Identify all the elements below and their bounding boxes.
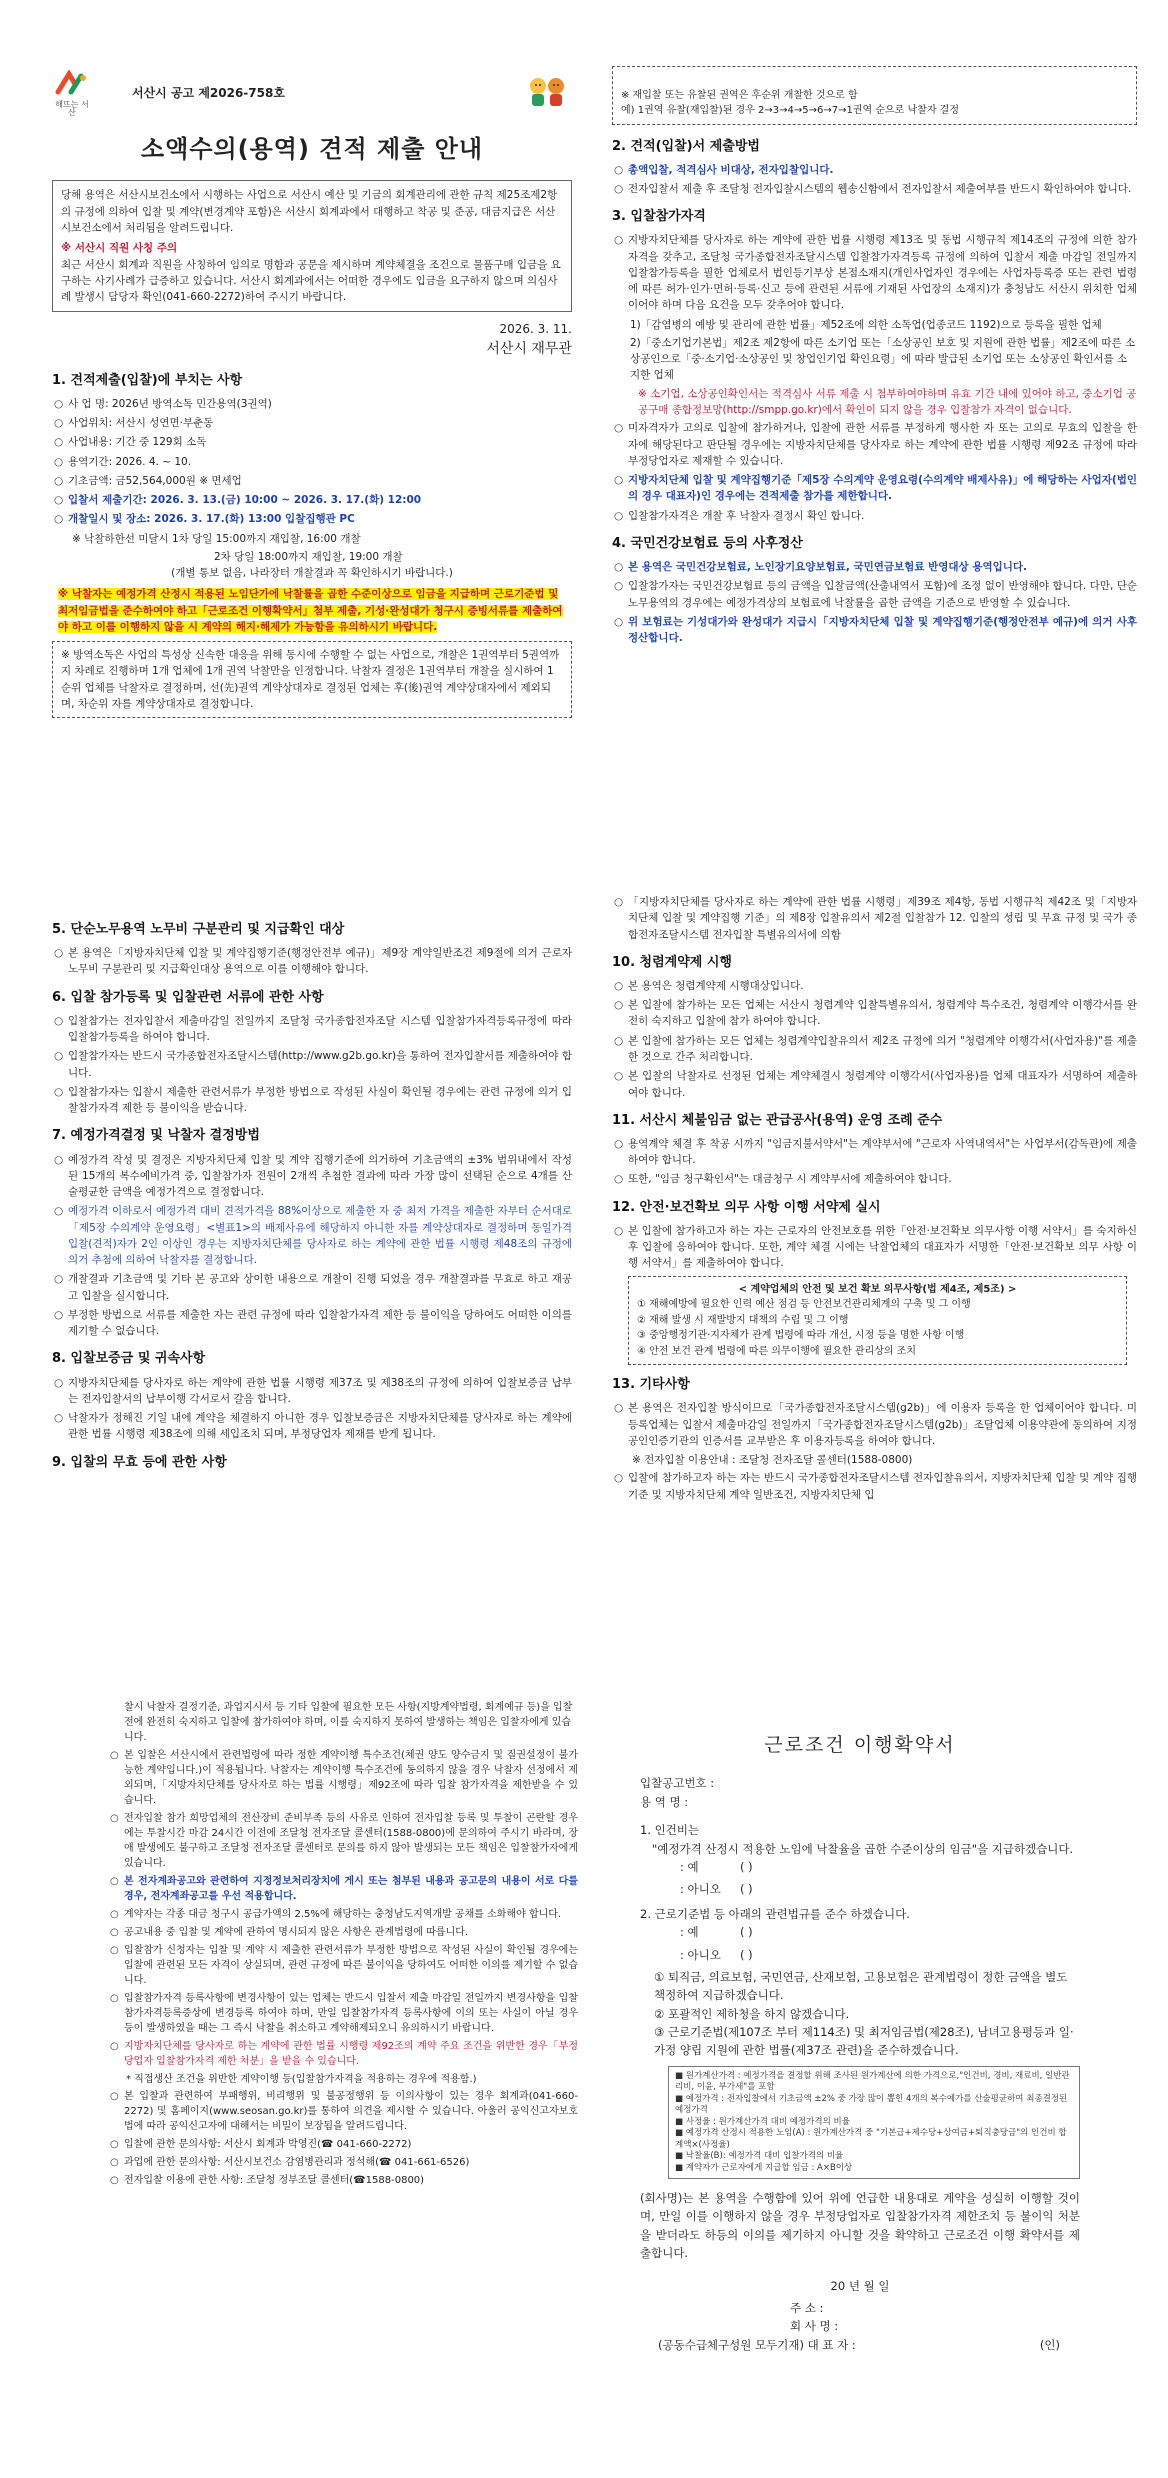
- intro-box: [52, 180, 572, 312]
- list-item: ○ 본 입찰에 참가하고자 하는 자는 근로자의 안전보호를 위한「안전·보건확보 의무사항 이행 서약서」를 숙지하신 후 입찰에 응하여야 합니다. 또한, 계약 체결 시에는 낙찰업체의 대표자가 서명한「안전·보건확보 의무 사항 이행 서약서」를 제출하여야 합니다.: [612, 1223, 1137, 1272]
- definition-item: ■ 계약자가 근로자에게 지급할 임금 : A×B이상: [675, 2162, 853, 2173]
- list-item: ○ 예정가격 작성 및 결정은 지방자치단체 입찰 및 계약 집행기준에 의거하여 기초금액의 ±3% 범위내에서 작성된 15개의 복수예비가격 중, 입찰참가자 전원이 2개씩 추첨한 결과에 따라 가장 많이 선택된 순으로 4개를 산술평균한 금액을 예정가격으로 결정합니다.: [52, 1152, 572, 1201]
- section-1-list: [52, 396, 572, 528]
- definition-item: ■ 낙찰율(B): 예정가격 대비 입찰가격의 비율: [675, 2151, 844, 2162]
- rebid-box-text: ※ 재입찰 또는 유찰된 권역은 후순위 개찰한 것으로 함 예) 1권역 유찰(재입찰)된 경우 2→3→4→5→6→7→1권역 순으로 낙찰자 결정: [621, 89, 959, 116]
- list-item: ○ 입찰참가 신청자는 입찰 및 계약 시 제출한 관련서류가 부정한 방법으로 작성된 사실이 확인될 경우에는 입찰에 관련된 모든 자격이 상실되며, 관련 규정에 따른 불이익을 당하여도 어떠한 이의를 제기할 수 없습니다.: [108, 1943, 578, 1988]
- pledge-seal: (인): [1039, 2337, 1060, 2352]
- wage-warning-text: ※ 낙찰자는 예정가격 산정시 적용된 노임단가에 낙찰률을 곱한 수준이상으로 임금을 지급하며 근로기준법 및 최저임금법을 준수하여야 하고「근로조건 이행확약서」첨부 제출, 기성·완성대가 청구시 증빙서류를 제출하여야 하고 이를 이행하지 않을 시 계약의 해지·해제가 가능함을 유의하시기 바랍니다.: [58, 588, 563, 633]
- definition-item: ■ 원가계산가격 : 예정가격을 결정할 위해 조사된 원가계산에 의한 가격으로,"인건비, 경비, 재료비, 일반관리비, 이윤, 부가세"를 포함: [675, 2070, 1070, 2093]
- list-item: ○ 입찰참가자는 국민건강보험료 등의 금액을 입찰금액(산출내역서 포함)에 조정 없이 반영해야 합니다. 다만, 단순노무용역의 경우에는 예정가격상의 보험료에 낙찰률을 곱한 금액을 기준으로 반영할 수 있습니다.: [612, 578, 1137, 611]
- section-11-title: 11. 서산시 체불임금 없는 관급공사(용역) 운영 조례 준수: [612, 1112, 943, 1128]
- page-2-left-column: [52, 910, 572, 1680]
- list-item: ○ 본 입찰은 서산시에서 관련법령에 따라 정한 계약이행 특수조건(체권 양도 양수금지 및 질권설정이 불가능한 계약입니다.)이 적용됩니다. 낙찰자는 계약이행 특수조건에 동의하지 않을 경우 낙찰자 선정에서 제외되며,「지방자치단체를 당사자로 하는 법률 시행령」제92조에 따라 입찰 참가자격을 제한받을 수 있습니다.: [108, 1748, 578, 1808]
- pledge-law-item: ② 포괄적인 제하청을 하지 않겠습니다.: [654, 2006, 850, 2021]
- section-3-title: 3. 입찰참가자격: [612, 209, 706, 225]
- no-label: : 아니오: [680, 1947, 721, 1962]
- seosan-logo: [52, 70, 92, 117]
- pledge-q1: 1. 인건비는: [640, 1823, 700, 1838]
- pledge-closing: (회사명)는 본 용역을 수행함에 있어 위에 언급한 내용대로 계약을 성실히 이행할 것이며, 만일 이를 이행하지 않을 경우 부정당업자로 입찰참가자격 제한조치 등 불이익 처분을 받더라도 하등의 이의를 제기하지 아니할 것을 확약하고 근로조건 이행 확약서를 제출합니다.: [640, 2191, 1080, 2261]
- pledge-service-name: 용 역 명 :: [640, 1794, 689, 1809]
- section-2-title: 2. 견적(입찰)서 제출방법: [612, 138, 760, 154]
- list-item: ○ 지방자치단체 입찰 및 계약집행기준「제5장 수의계약 운영요령(수의계약 배제사유)」에 해당하는 사업자(법인의 경우 대표자)인 경우에는 견적제출 참가를 제한합니다.: [612, 472, 1137, 505]
- q2-yes-row[interactable]: [640, 1923, 1080, 1941]
- yes-label: : 예: [680, 1925, 699, 1940]
- definition-item: ■ 예정가격 : 전자입찰에서 기초금액 ±2% 중 가장 많이 뽑힌 4개의 복수예가를 산술평균하여 최종결정된 예정가격: [675, 2093, 1068, 2116]
- q2-no-row[interactable]: [640, 1946, 1080, 1964]
- list-item: ○ 사업위치: 서산시 성연면·부춘동: [52, 415, 572, 431]
- list-item: ○ 용역기간: 2026. 4. ~ 10.: [52, 454, 572, 470]
- page-2-right-column: [612, 894, 1137, 1680]
- page-title: 소액수의(용역) 견적 제출 안내: [140, 135, 484, 164]
- definition-item: ■ 사정율 : 원가계산가격 대비 예정가격의 비율: [675, 2116, 850, 2127]
- pledge-date: 20 년 월 일: [830, 2278, 890, 2293]
- list-item: ○ 낙찰자가 정해진 기일 내에 계약을 체결하지 아니한 경우 입찰보증금은 지방자치단체를 당사자로 하는 계약에 관한 법률 시행령 제38조에 의해 세입조치 되며, 부정당업자 제재를 받게 됩니다.: [52, 1410, 572, 1443]
- section-12-title: 12. 안전·보건확보 의무 사항 이행 서약제 실시: [612, 1199, 881, 1215]
- no-check[interactable]: ( ): [740, 1882, 753, 1897]
- list-item: ○ 전자입찰서 제출 후 조달청 전자입찰시스템의 웹송신함에서 전자입찰서 제출여부를 반드시 확인하여야 합니다.: [612, 181, 1137, 197]
- pledge-notice-no: 입찰공고번호 :: [640, 1776, 715, 1791]
- list-item: ○ 본 전자계좌공고와 관련하여 지정정보처리장치에 게시 또는 첨부된 내용과 공고문의 내용이 서로 다를 경우, 전자계좌공고를 우선 적용합니다.: [108, 1874, 578, 1904]
- definition-item: ■ 예정가격 산정시 적용한 노임(A) : 원가계산가격 중 "기본급+제수당+상여금+퇴직충당금"의 인건비 합계액×(사정율): [675, 2128, 1067, 2150]
- page-1-right-column: [612, 66, 1137, 866]
- list-item: ○ 본 용역은 국민건강보험료, 노인장기요양보험료, 국민연금보험료 반영대상 용역입니다.: [612, 559, 1137, 575]
- section-1-title: 1. 견적제출(입찰)에 부치는 사항: [52, 372, 243, 388]
- list-item: ○ 입찰에 관한 문의사항: 서산시 회계과 박영진(☎ 041-660-2272): [108, 2137, 578, 2152]
- announce-date: 2026. 3. 11.: [499, 322, 572, 337]
- pledge-title: 근로조건 이행확약서: [764, 1734, 956, 1756]
- list-item: ○ 개찰일시 및 장소: 2026. 3. 17.(화) 13:00 입찰집행관 PC: [52, 511, 572, 527]
- rebid-note: ※ 낙찰하한선 미달시 1차 당일 15:00까지 재입찰, 16:00 개찰: [72, 532, 361, 545]
- list-item: ○ 또한, "임금 청구확인서"는 대금청구 시 계약부서에 제출하여야 합니다.: [612, 1171, 1137, 1187]
- list-item: ○ 본 용역은「지방자치단체 입찰 및 계약집행기준(행정안전부 예규)」제9장 계약일반조건 제9절에 의거 근로자 노무비 구분관리 및 지급확인대상 용역으로 이를 이행해야 합니다.: [52, 945, 572, 978]
- list-item: ○ 과업에 관한 문의사항: 서산시보건소 감염병관리과 정석해(☎ 041-661-6526): [108, 2155, 578, 2170]
- list-item: ○ 전자입찰 참가 희망업체의 전산장비 준비부족 등의 사유로 인하여 전자입찰 등록 및 투찰이 곤란할 경우에는 투찰시간 마감 24시간 이전에 조달청 전자조달 콜센터(1588-0800)에 문의하여 주시기 바라며, 장애 발생에도 불구하고 조달청 전자조달 콜센터로 문의를 하지 않아 발생되는 모든 책임은 입찰참가자에게 있습니다.: [108, 1811, 578, 1871]
- list-item: ○ 용역계약 체결 후 착공 시까지 "임금지불서약서"는 계약부서에 "근로자 사역내역서"는 사업부서(감독관)에 제출하여야 합니다.: [612, 1136, 1137, 1169]
- no-label: : 아니오: [680, 1882, 721, 1897]
- list-item: ○ 입찰서 제출기간: 2026. 3. 13.(금) 10:00 ~ 2026. 3. 17.(화) 12:00: [52, 492, 572, 508]
- rebid-box: [612, 66, 1137, 125]
- list-item: ○ 전자입찰 이용에 관한 사항: 조달청 정부조달 콜센터(☎1588-0800): [108, 2173, 578, 2188]
- list-item: ○ 개찰결과 기초금액 및 기타 본 공고와 상이한 내용으로 개찰이 진행 되었을 경우 개찰결과를 무효로 하고 재공고 입찰을 실시합니다.: [52, 1271, 572, 1304]
- pledge-law-item: ③ 근로기준법(제107조 부터 제114조) 및 최저임금법(제28조), 남녀고용평등과 일·가정 양립 지원에 관한 법률(제37조 관련)을 준수하겠습니다.: [654, 2025, 1074, 2058]
- logo-text: 해뜨는 서산: [55, 100, 89, 118]
- caution-text: 최근 서산시 회계과 직원을 사칭하여 임의로 명함과 공문을 제시하며 계약체결을 조건으로 물품구매 입금을 요구하는 사기사례가 급증하고 있습니다. 서산시 회계과에서는 어떠한 경우에도 입금을 요구하지 않으며 의심사례 발생시 담당자 확인(041-660-2272)하여 주시기 바랍니다.: [61, 258, 561, 304]
- list-item: ○ 「지방자치단체를 당사자로 하는 계약에 관한 법률 시행령」제39조 제4항, 동법 시행규칙 제42조 및「지방자치단체 입찰 및 계약집행 기준」의 제8장 입찰유의서 제2절 입찰참가 12. 입찰의 성립 및 무효 규정 및 국가 종합전자조달시스템 전자입찰 특별유의서에 의함: [612, 894, 1137, 943]
- list-item: ○ 총액입찰, 적격심사 비대상, 전자입찰입니다.: [612, 162, 1137, 178]
- section-8-title: 8. 입찰보증금 및 귀속사항: [52, 1351, 206, 1367]
- pledge-company: 회 사 명 :: [790, 2319, 839, 2334]
- list-item: ○ 입찰참가자격 등록사항에 변경사항이 있는 업체는 반드시 입찰서 제출 마감일 전일까지 변경사항을 입찰참가자격등록증상에 변경등록 하여야 하며, 만일 입찰참가자격 등록사항에 이의 또는 사실이 아닐 경우 등이 발생하였을 때는 그 즉시 낙찰을 취소하고 계약해제되오니 유의하시기 바랍니다.: [108, 1991, 578, 2036]
- list-item: ○ 계약자는 각종 대금 청구시 공급가액의 2.5%에 해당하는 충청남도지역개발 공채를 소화해야 합니다.: [108, 1907, 578, 1922]
- pledge-ceo: (공동수급체구성원 모두기재) 대 표 자 :: [658, 2337, 856, 2352]
- no-check[interactable]: ( ): [740, 1947, 753, 1962]
- list-item: ○ 부정한 방법으로 서류를 제출한 자는 관련 규정에 따라 입찰참가자격 제한 등 불이익을 당하여도 어떠한 이의를 제기할 수 없습니다.: [52, 1307, 572, 1340]
- list-item: ○ 본 입찰에 참가하는 모든 업체는 청렴계약입찰유의서 제2조 규정에 의거 "청렴계약 이행각서(사업자용)"를 제출한 것으로 간주 처리합니다.: [612, 1033, 1137, 1066]
- q1-yes-row[interactable]: [640, 1858, 1080, 1876]
- list-item: ○ 입찰참가자는 반드시 국가종합전자조달시스템(http://www.g2b.go.kr)을 통하여 전자입찰서를 제출하여야 합니다.: [52, 1048, 572, 1081]
- list-item: ○ 사 업 명: 2026년 방역소독 민간용역(3권역): [52, 396, 572, 412]
- list-item: ○ 입찰에 참가하고자 하는 자는 반드시 국가종합전자조달시스템 전자입찰유의서, 지방자치단체 입찰 및 계약 집행기준 및 지방자치단체 계약 일반조건, 지방자치단체 입: [612, 1470, 1137, 1503]
- definitions-box: [668, 2066, 1080, 2179]
- yes-label: : 예: [680, 1859, 699, 1874]
- rebid-note-3: (개별 통보 없음, 나라장터 개찰결과 꼭 확인하시기 바랍니다.): [171, 567, 453, 580]
- list-item: ○ 본 입찰과 관련하여 부패행위, 비리행위 및 불공정행위 등 이의사항이 있는 경우 회계과(041-660-2272) 및 홈페이지(www.seosan.go.kr)를 통하여 의견을 제시할 수 있습니다. 아울러 공익신고자보호법에 따라 공익신고자에 대해서는 비밀이 보장됨을 알려드립니다.: [108, 2089, 578, 2134]
- region-rule-box: [52, 641, 572, 718]
- section-4-title: 4. 국민건강보험료 등의 사후정산: [612, 535, 803, 551]
- list-item: ○ 입찰참가자는 입찰시 제출한 관련서류가 부정한 방법으로 작성된 사실이 확인될 경우에는 관련 규정에 의거 입찰참가자격 제한 등 불이익을 받습니다.: [52, 1084, 572, 1117]
- safety-box-item: ③ 중앙행정기관·지자체가 관계 법령에 따라 개선, 시정 등을 명한 사항 이행: [637, 1330, 965, 1342]
- g2b-help: ※ 전자입찰 이용안내 : 조달청 전자조달 콜센터(1588-0800): [632, 1454, 913, 1467]
- list-item: ○ 기초금액: 금52,564,000원 ※ 면세업: [52, 473, 572, 489]
- section-13-title: 13. 기타사항: [612, 1377, 690, 1393]
- list-item: ○ 예정가격 이하로서 예정가격 대비 견적가격을 88%이상으로 제출한 자 중 최저 가격을 제출한 자부터 순서대로「제5장 수의계약 운영요령」<별표1>의 배제사유에 해당하지 아니한 자를 계약상대자로 결정하며 동일가격 입찰(견적)자가 2인 이상인 경우는 지방자치단체를 당사자로 하는 계약에 관한 법률 시행령 제48조의 규정에 의거 추첨에 의하여 낙찰자를 결정합니다.: [52, 1203, 572, 1268]
- page-3-left-column: [108, 1700, 578, 2478]
- list-item: ○ 지방자치단체를 당사자로 하는 계약에 관한 법률 시행령 제37조 및 제38조의 규정에 의하여 입찰보증금 납부는 전자입찰서의 납부이행 각서로서 갈음 합니다.: [52, 1375, 572, 1408]
- mascot-icon: [524, 74, 570, 113]
- pledge-law-list: [640, 1968, 1080, 2060]
- page-2: [0, 880, 1168, 1680]
- rebid-note-2: 2차 당일 18:00까지 재입찰, 19:00 개찰: [214, 550, 403, 563]
- page-1: [0, 0, 1168, 870]
- page-3-right-column: [640, 1730, 1080, 2478]
- list-item: ○ 미자격자가 고의로 입찰에 참가하거나, 입찰에 관한 서류를 부정하게 행사한 자 또는 고의로 무효의 입찰을 한 자에 해당된다고 판단될 경우에는 지방자치단체를 당사자로 하는 계약에 관한 법률 시행령 제92조 규정에 따라 부정당업자로 제재할 수 있습니다.: [612, 420, 1137, 469]
- direct-production-note: * 직접생산 조건을 위반한 계약이행 등(입찰참가자격을 적용하는 경우에 적용함.): [126, 2074, 477, 2085]
- page-1-left-column: [52, 70, 572, 865]
- continued-text: 찰시 낙찰자 결정기준, 과업지시서 등 기타 입찰에 필요한 모든 사항(지방계약법령, 회계예규 등)을 입찰 전에 완전히 숙지하고 입찰에 참가하여야 하며, 이를 숙지하지 못하여 발생하는 책임은 입찰자에게 있습니다.: [124, 1702, 573, 1743]
- page-3: [0, 1690, 1168, 2478]
- list-item: ○ 본 용역은 청렴계약제 시행대상입니다.: [612, 978, 1137, 994]
- section-5-title: 5. 단순노무용역 노무비 구분관리 및 지급확인 대상: [52, 922, 345, 937]
- pledge-address: 주 소 :: [790, 2301, 824, 2316]
- list-item: ○ 사업내용: 기간 중 129회 소독: [52, 434, 572, 450]
- list-item: ○ 지방자치단체를 당사자로 하는 계약에 관한 법률 시행령 제92조의 계약 주요 조건을 위반한 경우「부정당업자 입찰참가자격 제한 처분」을 받을 수 있습니다.: [108, 2039, 578, 2069]
- safety-box-item: ② 재해 발생 시 재발방지 대책의 수립 및 그 이행: [637, 1314, 849, 1326]
- sub-item: 1)「감염병의 예방 및 관리에 관한 법률」제52조에 의한 소독업(업종코드 1192)으로 등록을 필한 업체: [630, 318, 1102, 331]
- wage-warning: [52, 584, 572, 637]
- safety-duty-box: [628, 1276, 1127, 1366]
- section-7-title: 7. 예정가격결정 및 낙찰자 결정방법: [52, 1128, 260, 1144]
- list-item: ○ 입찰참가는 전자입찰서 제출마감일 전일까지 조달청 국가종합전자조달 시스템 입찰참가자격등록규정에 따라 입찰참가등록을 하여야 합니다.: [52, 1013, 572, 1046]
- section-10-title: 10. 청렴계약제 시행: [612, 954, 732, 970]
- list-item: ○ 본 입찰에 참가하는 모든 업체는 서산시 청렴계약 입찰특별유의서, 청렴계약 특수조건, 청렴계약 이행각서를 완전히 숙지하고 입찰에 참가 하여야 합니다.: [612, 997, 1137, 1030]
- list-item: ○ 지방자치단체를 당사자로 하는 계약에 관한 법률 시행령 제13조 및 동법 시행규칙 제14조의 규정에 의한 참가자격을 갖추고, 조달청 국가종합전자조달시스템 입찰참가자격등록 규정에 의하여 입찰서 제출 마감일 전일까지 입찰참가등록을 필한 업체로서 법인등기부상 본점소재지(개인사업자인 경우에는 사업자등록증 또는 관련 법령에 따른 허가·인가·면허·등록·신고 등에 관련된 서류에 기재된 사업장의 소재지)가 충청남도 서산시 위치한 업체이어야 하며 다음 요건을 모두 갖추어야 합니다.: [612, 232, 1137, 313]
- section-9-title: 9. 입찰의 무효 등에 관한 사항: [52, 1454, 227, 1470]
- q1-no-row[interactable]: [640, 1880, 1080, 1898]
- pledge-law-item: ① 퇴직금, 의료보험, 국민연금, 산재보험, 고용보험은 관계법령이 정한 금액을 별도 책정하여 지급하겠습니다.: [654, 1969, 1068, 2003]
- pledge-q1-detail: "예정가격 산정시 적용한 노임에 낙찰율을 곱한 수준이상의 임금"을 지급하겠습니다.: [652, 1841, 1074, 1856]
- caution-title: ※ 서산시 직원 사칭 주의: [61, 242, 178, 255]
- announce-number: 서산시 공고 제2026-758호: [132, 86, 285, 101]
- signer: 서산시 재무관: [486, 340, 572, 357]
- yes-check[interactable]: ( ): [740, 1859, 753, 1874]
- section-6-title: 6. 입찰 참가등록 및 입찰관련 서류에 관한 사항: [52, 989, 324, 1005]
- pledge-ceo-row: [640, 2336, 1080, 2354]
- intro-text: 당해 용역은 서산시보건소에서 시행하는 사업으로 서산시 예산 및 기금의 회계관리에 관한 규칙 제25조제2항의 규정에 의하여 입찰 및 계약(변경계약 포함)은 서산시 회계과에서 대행하고 착공 및 준공, 대금지급은 서산시보건소에서 처리됨을 알려드립니다.: [61, 189, 558, 234]
- list-item: ○ 입찰참가자격은 개찰 후 낙찰자 결정시 확인 합니다.: [612, 508, 1137, 524]
- safety-box-item: ① 재해예방에 필요한 인력 예산 점검 등 안전보건관리체계의 구축 및 그 이행: [637, 1299, 971, 1311]
- sub-item: 2)「중소기업기본법」제2조 제2항에 따른 소기업 또는「소상공인 보호 및 지원에 관한 법률」제2조에 따른 소상공인으로「중·소기업·소상공인 및 창업인기업 확인요령」에 따라 발급된 소기업 또는 소상공인 확인서를 소지한 업체: [630, 336, 1136, 382]
- pledge-q2: 2. 근로기준법 등 아래의 관련법규를 준수 하겠습니다.: [640, 1906, 910, 1921]
- seosan-logo-icon: [55, 70, 89, 96]
- small-biz-note: ※ 소기업, 소상공인확인서는 적격심사 서류 제출 시 첨부하여야하며 유효 기간 내에 있어야 하고, 중소기업 공공구매 종합정보망(http://smpp.go.kr)에서 확인이 되지 않을 경우 입찰참가 자격이 없습니다.: [638, 387, 1137, 416]
- yes-check[interactable]: ( ): [740, 1925, 753, 1940]
- list-item: ○ 위 보험료는 기성대가와 완성대가 지급시「지방자치단체 입찰 및 계약집행기준(행정안전부 예규)에 의거 사후정산합니다.: [612, 614, 1137, 647]
- safety-box-title: < 계약업체의 안전 및 보건 확보 의무사항(법 제4조, 제5조) >: [738, 1283, 1017, 1295]
- safety-box-item: ④ 안전 보건 관계 법령에 따른 의무이행에 필요한 관리상의 조치: [637, 1345, 917, 1357]
- region-rule-text: ※ 방역소독은 사업의 특성상 신속한 대응을 위해 동시에 수행할 수 없는 사업으로, 개찰은 1권역부터 5권역까지 차례로 진행하며 1개 업체에 1개 권역 낙찰만을 인정합니다. 낙찰자 결정은 1권역부터 개찰을 실시하여 1순위 업체를 낙찰자로 결정하며, 선(先)권역 계약상대자로 결정된 업체는 후(後)권역 계약상대자에서 제외되며, 차순위 자를 계약상대자로 결정합니다.: [61, 649, 560, 710]
- list-item: ○ 공고내용 중 입찰 및 계약에 관하여 명시되지 않은 사항은 관계법령에 따릅니다.: [108, 1925, 578, 1940]
- list-item: ○ 본 용역은 전자입찰 방식이므로「국가종합전자조달시스템(g2b)」에 이용자 등록을 한 업체이어야 합니다. 미 등록업체는 입찰서 제출마감일 전일까지「국가종합전자조달시스템(g2b)」조달업체 이용약관에 동의하여 지정공인인증기관의 인증서를 교부받은 후 이용자등록을 하여야 합니다.: [612, 1400, 1137, 1449]
- list-item: ○ 본 입찰의 낙찰자로 선정된 업체는 계약체결시 청렴계약 이행각서(사업자용)를 업체 대표자가 서명하여 제출하여야 합니다.: [612, 1068, 1137, 1101]
